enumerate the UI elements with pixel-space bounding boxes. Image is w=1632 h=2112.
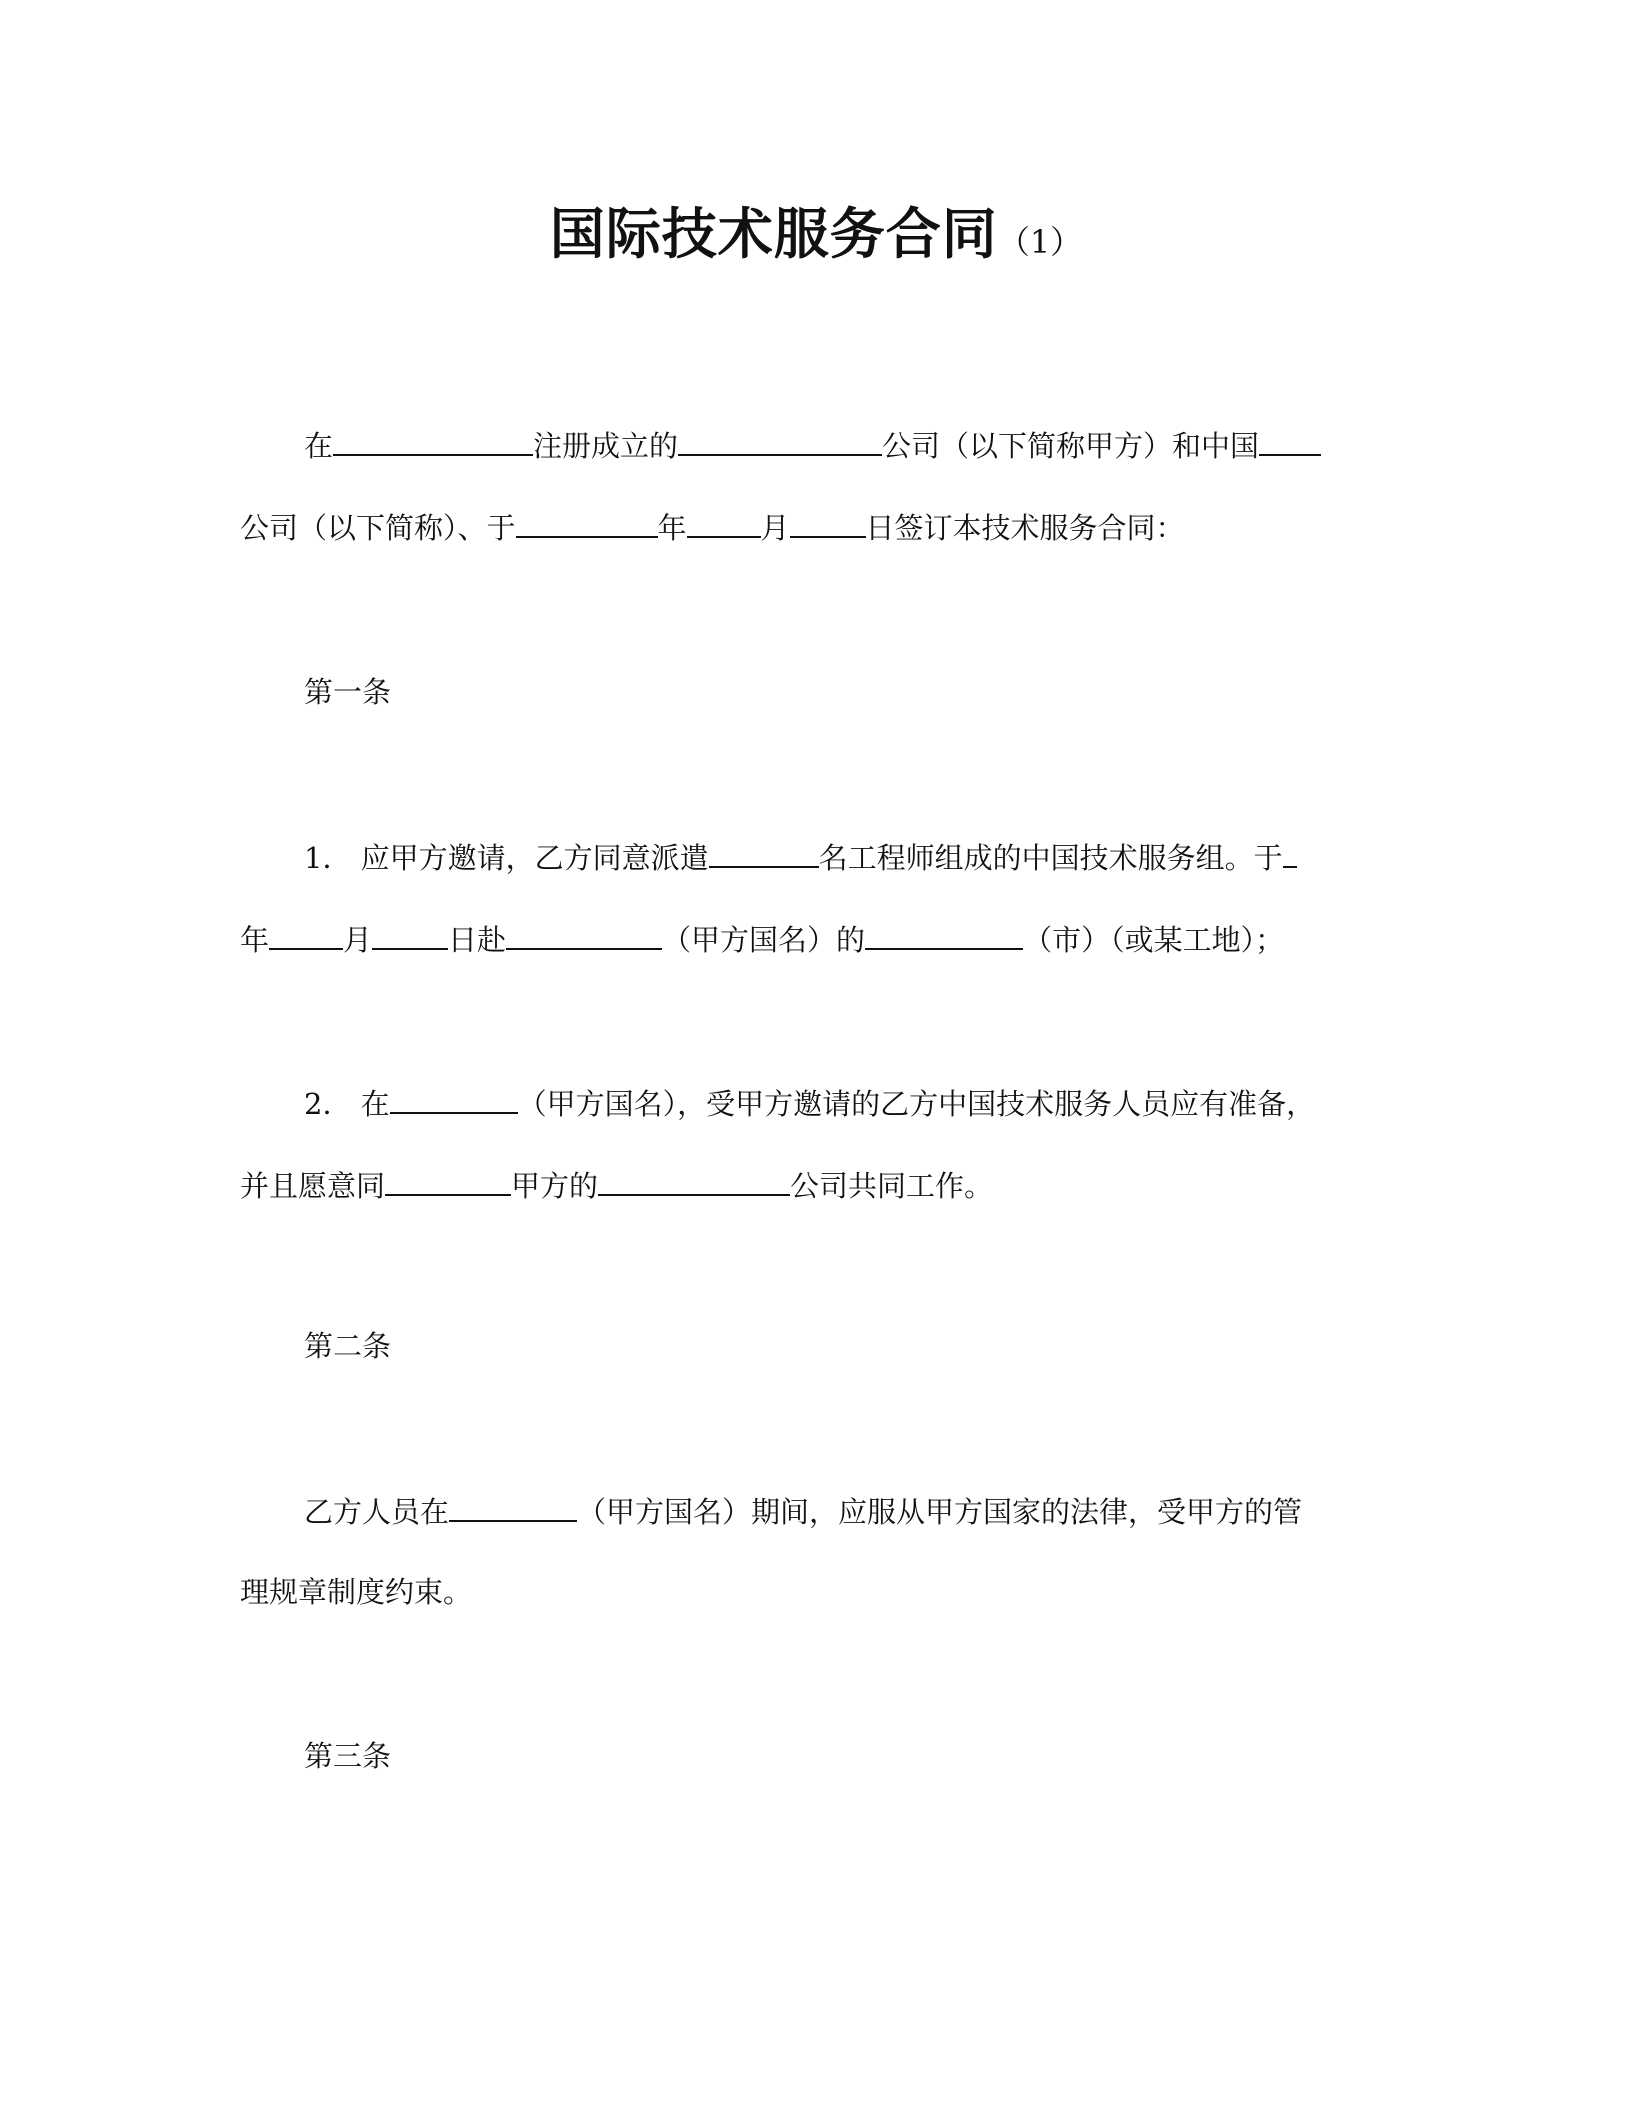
article-1-heading	[304, 672, 391, 712]
article-2-line-2	[240, 1572, 472, 1612]
intro-text: 公司（以下简称）、于	[240, 511, 516, 545]
blank-field[interactable]	[1259, 424, 1321, 456]
article-3-heading	[304, 1736, 391, 1776]
intro-text: 注册成立的	[533, 429, 679, 463]
clause-text: 公司共同工作。	[790, 1169, 994, 1203]
article-heading-text: 第一条	[304, 675, 392, 709]
blank-field[interactable]	[865, 918, 1023, 950]
clause-text: （甲方国名）期间，应服从甲方国家的法律，受甲方的管	[577, 1495, 1303, 1529]
article-2-line-1	[304, 1490, 1302, 1532]
article-heading-text: 第二条	[304, 1329, 392, 1363]
blank-field[interactable]	[449, 1490, 577, 1522]
clause-text: 名工程师组成的中国技术服务组。于	[818, 841, 1283, 875]
clause-text: 2． 在	[304, 1087, 390, 1121]
intro-line-1	[304, 424, 1321, 466]
article-1-item-1-line-2	[240, 918, 1284, 960]
article-1-item-2-line-1	[304, 1082, 1315, 1124]
article-2-heading	[304, 1326, 391, 1366]
blank-field[interactable]	[372, 918, 448, 950]
intro-text: 日签订本技术服务合同：	[865, 511, 1185, 545]
clause-text: 理规章制度约束。	[240, 1575, 473, 1609]
article-heading-text: 第三条	[304, 1739, 392, 1773]
title-suffix: （1）	[997, 223, 1083, 261]
blank-field[interactable]	[506, 918, 662, 950]
intro-text: 在	[304, 429, 334, 463]
intro-text: 年	[657, 511, 687, 545]
clause-text: 日赴	[448, 923, 507, 957]
intro-text: 月	[760, 511, 790, 545]
blank-field[interactable]	[1283, 836, 1297, 868]
clause-text: 甲方的	[511, 1169, 599, 1203]
clause-text: （市）（或某工地）；	[1023, 923, 1285, 957]
article-1-item-2-line-2	[240, 1164, 993, 1206]
title-text: 国际技术服务合同	[549, 202, 998, 266]
clause-text: 乙方人员在	[304, 1495, 450, 1529]
clause-text: 并且愿意同	[240, 1169, 386, 1203]
blank-field[interactable]	[269, 918, 343, 950]
article-1-item-1-line-1	[304, 836, 1297, 878]
blank-field[interactable]	[390, 1082, 518, 1114]
blank-field[interactable]	[516, 506, 658, 538]
document-title	[0, 190, 1632, 269]
clause-text: （甲方国名）的	[662, 923, 866, 957]
blank-field[interactable]	[333, 424, 533, 456]
blank-field[interactable]	[709, 836, 819, 868]
clause-text: 1． 应甲方邀请，乙方同意派遣	[304, 841, 709, 875]
clause-text: （甲方国名），受甲方邀请的乙方中国技术服务人员应有准备，	[517, 1087, 1316, 1121]
intro-text: 公司（以下简称甲方）和中国	[882, 429, 1260, 463]
blank-field[interactable]	[598, 1164, 790, 1196]
blank-field[interactable]	[678, 424, 882, 456]
blank-field[interactable]	[385, 1164, 511, 1196]
blank-field[interactable]	[687, 506, 761, 538]
clause-text: 年	[240, 923, 270, 957]
intro-line-2	[240, 506, 1185, 548]
blank-field[interactable]	[790, 506, 866, 538]
clause-text: 月	[343, 923, 373, 957]
